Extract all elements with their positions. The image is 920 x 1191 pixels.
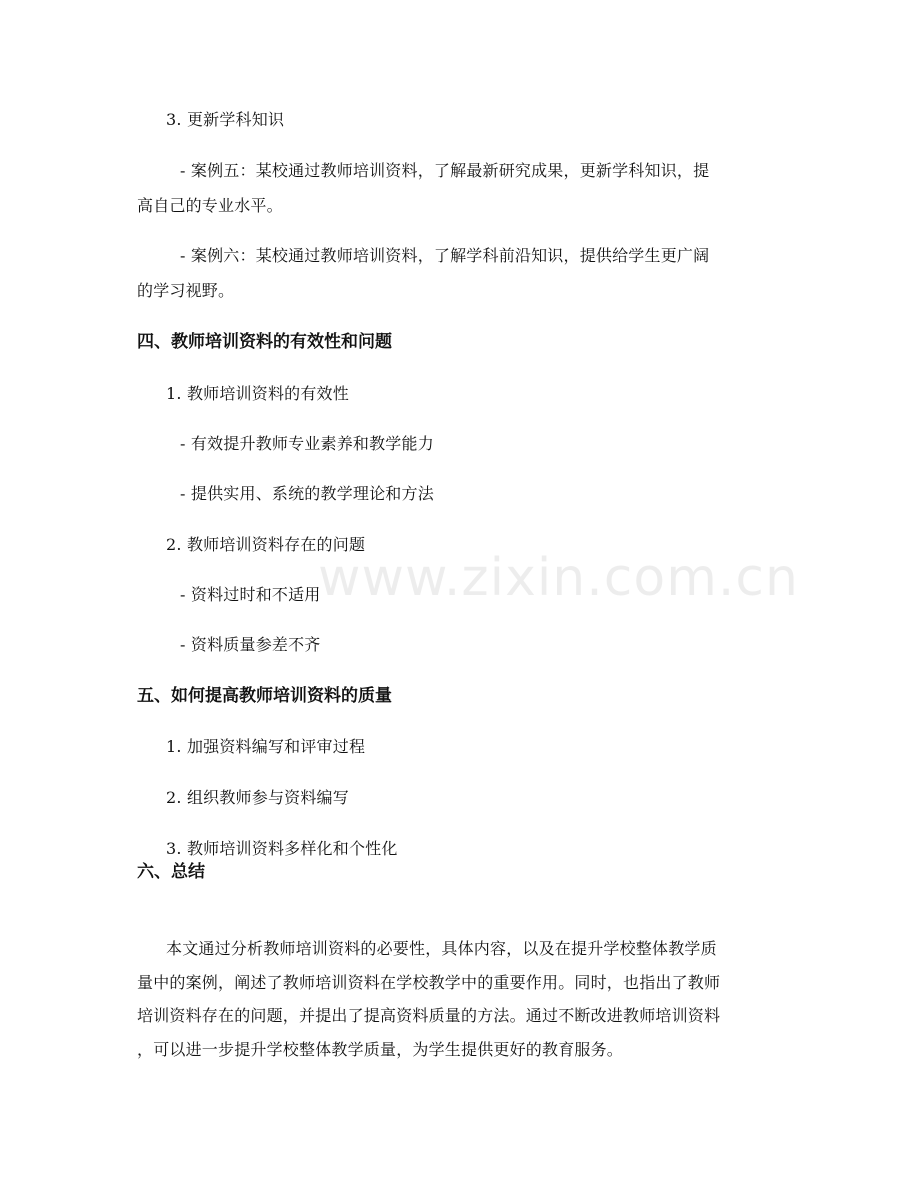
case-five-line-2: 高自己的专业水平。 — [137, 196, 283, 215]
case-six-line-2: 的学习视野。 — [137, 281, 235, 300]
section-four-heading: 四、教师培训资料的有效性和问题 — [137, 332, 392, 352]
section-five-heading: 五、如何提高教师培训资料的质量 — [137, 686, 392, 706]
list-item-effectiveness: 1. 教师培训资料的有效性 — [166, 384, 349, 403]
summary-line-1: 本文通过分析教师培训资料的必要性，具体内容，以及在提升学校整体教学质 — [166, 939, 717, 958]
list-item-teacher-participation: 2. 组织教师参与资料编写 — [166, 788, 349, 807]
list-item-update-knowledge: 3. 更新学科知识 — [166, 110, 285, 129]
sub-item-uneven-quality: - 资料质量参差不齐 — [180, 635, 321, 654]
sub-item-outdated: - 资料过时和不适用 — [180, 585, 321, 604]
list-item-strengthen-review: 1. 加强资料编写和评审过程 — [166, 737, 366, 756]
sub-item-practical-theory: - 提供实用、系统的教学理论和方法 — [180, 484, 434, 503]
section-six-heading: 六、总结 — [137, 862, 205, 882]
summary-line-3: 培训资料存在的问题，并提出了提高资料质量的方法。通过不断改进教师培训资料 — [137, 1006, 721, 1025]
case-six-line-1: - 案例六：某校通过教师培训资料，了解学科前沿知识，提供给学生更广阔 — [180, 246, 710, 265]
summary-line-2: 量中的案例，阐述了教师培训资料在学校教学中的重要作用。同时，也指出了教师 — [137, 973, 721, 992]
list-item-diversification: 3. 教师培训资料多样化和个性化 — [166, 839, 398, 858]
list-item-problems: 2. 教师培训资料存在的问题 — [166, 535, 366, 554]
summary-line-4: ，可以进一步提升学校整体教学质量，为学生提供更好的教育服务。 — [137, 1040, 624, 1059]
case-five-line-1: - 案例五：某校通过教师培训资料，了解最新研究成果，更新学科知识，提 — [180, 161, 710, 180]
sub-item-improve-quality: - 有效提升教师专业素养和教学能力 — [180, 434, 434, 453]
watermark: www.zixin.com.cn — [318, 548, 799, 608]
